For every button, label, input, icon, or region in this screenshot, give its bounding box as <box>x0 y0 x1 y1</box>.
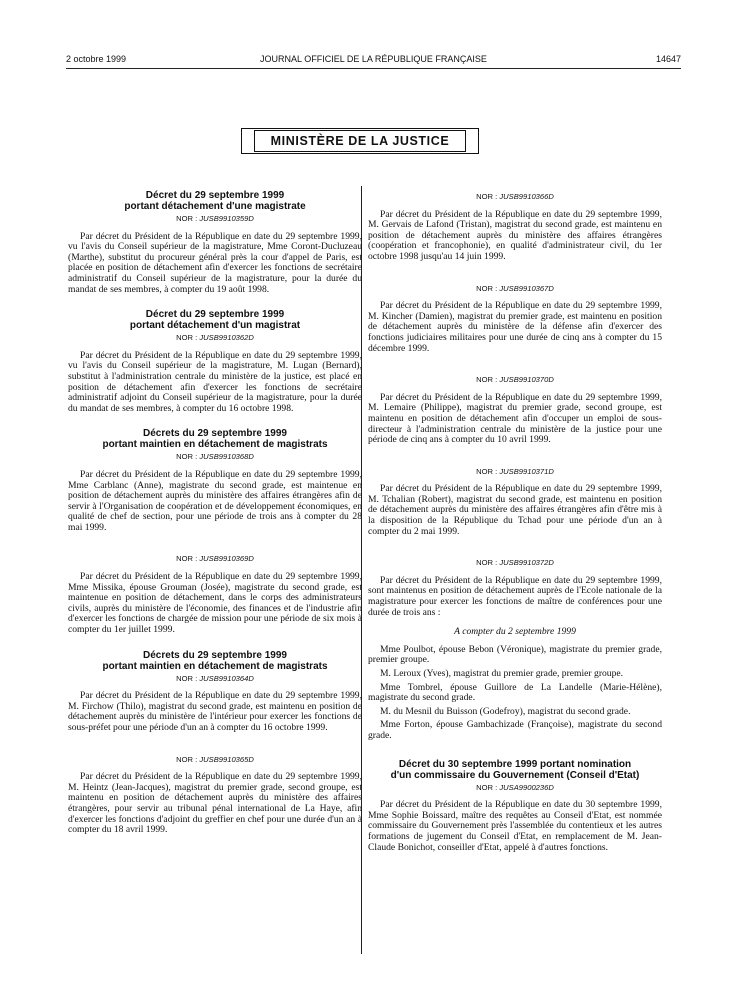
nor-code: JUSB9910369D <box>199 554 254 564</box>
right-column <box>368 190 662 853</box>
decree-subtitle: d'un commissaire du Gouvernement (Conseil d'Etat) <box>390 769 640 781</box>
nor-ref <box>368 783 662 794</box>
decree-subtitle: portant détachement d'un magistrat <box>129 320 301 332</box>
nor-label: NOR : <box>476 558 498 568</box>
decree-text: Par décret du Président de la République en date du 29 septembre 1999, vu l'avis du Conseil supérieur de la magistrature, Mme Coront-Ducluzeau (Marthe), substitut du procureur général près la cour d'appel de Paris, est placée en position de détachement afin d'exercer les fonctions de secrétaire administratif du Conseil supérieur de la magistrature, pour la durée du mandat de ses membres, à compter du 19 août 1998. <box>68 230 362 295</box>
nor-ref <box>68 674 362 685</box>
nor-label: NOR : <box>176 673 198 683</box>
decree-text: Par décret du Président de la République en date du 29 septembre 1999, M. Kincher (Damien), magistrat du premier grade, est maintenu en position de détachement auprès du ministère de la défense afin d'exercer des fonctions judiciaires militaires pour une durée de cinq ans à compter du 15 décembre 1999. <box>368 300 662 354</box>
nor-code: JUSB9910359D <box>199 214 254 223</box>
nor-ref <box>368 284 662 295</box>
nor-label: NOR : <box>476 283 498 293</box>
decree-2 <box>68 309 362 414</box>
page-number: 14647 <box>655 54 681 64</box>
nor-label: NOR : <box>176 452 198 462</box>
decree-6 <box>368 759 662 854</box>
effective-date: A compter du 2 septembre 1999 <box>454 626 576 638</box>
list-item: Mme Tombrel, épouse Guillore de La Landelle (Marie-Hélène), magistrate du second grade. <box>368 681 662 704</box>
decree-title: Décret du 29 septembre 1999 <box>145 309 285 321</box>
nor-label: NOR : <box>176 754 198 764</box>
list-item: M. Leroux (Yves), magistrat du premier grade, premier groupe. <box>380 668 624 679</box>
decree-text: Par décret du Président de la République en date du 29 septembre 1999, Mme Missika, épouse Grouman (Josée), magistrate du second grade, est maintenue en position de détachement, dans le corps des administrateurs civils, auprès du ministère de l'économie, des finances et de l'industrie afin d'exercer les fonctions de chargée de mission pour une période de six mois à compter du 1er juillet 1999. <box>68 571 362 636</box>
decree-4 <box>68 650 362 836</box>
decree-subtitle: portant maintien en détachement de magistrats <box>102 439 328 451</box>
nor-code: JUSB9910372D <box>499 558 554 568</box>
left-column <box>68 190 362 836</box>
nor-ref <box>368 558 662 569</box>
decree-text: Par décret du Président de la République en date du 29 septembre 1999, M. Firchow (Thilo), magistrat du second grade, est maintenu en position de détachement auprès du ministère de l'intérieur pour exercer les fonctions de sous-préfet pour une période d'un an à compter du 16 octobre 1999. <box>68 690 362 733</box>
decree-text: Par décret du Président de la République en date du 30 septembre 1999, Mme Sophie Boissard, maître des requêtes au Conseil d'Etat, est nommée commissaire du Gouvernement près l'assemblée du contentieux et les autres formations de jugement du Conseil d'Etat, en remplacement de M. Jean-Claude Bonichot, conseiller d'Etat, appelé à d'autres fonctions. <box>368 799 662 853</box>
nor-label: NOR : <box>476 466 498 476</box>
nor-ref <box>68 452 362 463</box>
list-item: Mme Poulbot, épouse Bebon (Véronique), magistrate du premier grade, premier groupe. <box>368 643 662 666</box>
header-date: 2 octobre 1999 <box>66 54 127 64</box>
nor-code: JUSA9900236D <box>499 782 554 792</box>
decree-subtitle: portant maintien en détachement de magistrats <box>102 660 328 672</box>
nor-code: JUSB9910364D <box>199 673 254 683</box>
nor-ref <box>68 554 362 565</box>
nor-label: NOR : <box>476 782 498 792</box>
header-rule <box>66 68 681 69</box>
nor-label: NOR : <box>176 214 198 223</box>
journal-title: JOURNAL OFFICIEL DE LA RÉPUBLIQUE FRANÇAISE <box>260 54 487 64</box>
decree-text: Par décret du Président de la République en date du 29 septembre 1999, Mme Carblanc (Anne), magistrate du second grade, est maintenue en position de détachement auprès du ministère des affaires étrangères afin de servir à l'Organisation de coopération et de développement économiques, en qualité de chef de section, pour une période de trois ans à compter du 28 mai 1999. <box>68 468 362 533</box>
nor-code: JUSB9910371D <box>499 466 554 476</box>
decree-title: Décrets du 29 septembre 1999 <box>143 649 287 661</box>
nor-ref <box>68 755 362 766</box>
nor-code: JUSB9910370D <box>499 375 554 385</box>
list-item: M. du Mesnil du Buisson (Godefroy), magistrat du second grade. <box>380 705 631 717</box>
page-header <box>66 52 681 68</box>
decree-text: Par décret du Président de la République en date du 29 septembre 1999, vu l'avis du Conseil supérieur de la magistrature, M. Lugan (Bernard), substitut à l'administration centrale du ministère de la justice, est placé en position de détachement afin d'exercer les fonctions de secrétaire administratif adjoint du Conseil supérieur de la magistrature, pour la durée du mandat de ses membres, à compter du 16 octobre 1998. <box>68 349 362 414</box>
list-item: Mme Forton, épouse Gambachizade (Françoise), magistrate du second grade. <box>368 719 662 741</box>
nor-code: JUSB9910362D <box>199 333 254 343</box>
nor-label: NOR : <box>176 333 198 343</box>
decree-text: Par décret du Président de la République en date du 29 septembre 1999, M. Gervais de Lafond (Tristan), magistrat du second grade, est maintenu en position de détachement auprès du ministère des affaires étrangères (coopération et francophonie), en qualité d'administrateur civil, du 1er octobre 1998 jusqu'au 14 juin 1999. <box>368 208 662 262</box>
ministry-box <box>241 128 479 154</box>
nor-ref <box>368 192 662 203</box>
decree-title: Décret du 30 septembre 1999 portant nomination <box>398 758 632 770</box>
decree-title: Décret du 29 septembre 1999 <box>145 190 285 201</box>
nor-code: JUSB9910368D <box>199 452 254 462</box>
nor-label: NOR : <box>476 192 498 201</box>
decree-text: Par décret du Président de la République en date du 29 septembre 1999, sont maintenus en position de détachement auprès de l'Ecole nationale de la magistrature pour exercer les fonctions de maître de conférences pour une durée de trois ans : <box>368 574 662 618</box>
decree-text: Par décret du Président de la République en date du 29 septembre 1999, M. Heintz (Jean-Jacques), magistrat du premier grade, second groupe, est maintenu en position de détachement auprès du ministère des affaires étrangères, pour servir au tribunal pénal international de La Haye, afin d'exercer les fonctions d'adjoint du greffier en chef pour une durée d'un an à compter du 18 avril 1999. <box>68 771 362 836</box>
decree-text: Par décret du Président de la République en date du 29 septembre 1999, M. Lemaire (Philippe), magistrat du premier grade, second groupe, est maintenu en position de détachement afin d'occuper un emploi de sous-directeur à l'administration centrale du ministère de la justice pour une période de cinq ans à compter du 10 avril 1999. <box>368 391 662 446</box>
nor-ref <box>68 333 362 344</box>
decree-title: Décrets du 29 septembre 1999 <box>143 428 287 440</box>
decree-1 <box>68 190 362 295</box>
nor-code: JUSB9910367D <box>499 283 554 293</box>
ministry-title: MINISTÈRE DE LA JUSTICE <box>254 130 467 152</box>
nor-label: NOR : <box>176 554 198 564</box>
decree-text: Par décret du Président de la République en date du 29 septembre 1999, M. Tchalian (Robert), magistrat du second grade, est maintenu en position de détachement auprès du ministère des affaires étrangères afin d'être mis à la disposition de la République du Tchad pour une période d'un an à compter du 2 mai 1999. <box>368 483 662 537</box>
nor-ref <box>368 375 662 386</box>
nor-ref <box>68 214 362 225</box>
decree-subtitle: portant détachement d'une magistrate <box>124 201 306 212</box>
nor-ref <box>368 467 662 478</box>
nor-code: JUSB9910365D <box>199 754 254 764</box>
nor-code: JUSB9910366D <box>499 192 554 201</box>
decree-3 <box>68 428 362 635</box>
nor-label: NOR : <box>476 375 498 385</box>
